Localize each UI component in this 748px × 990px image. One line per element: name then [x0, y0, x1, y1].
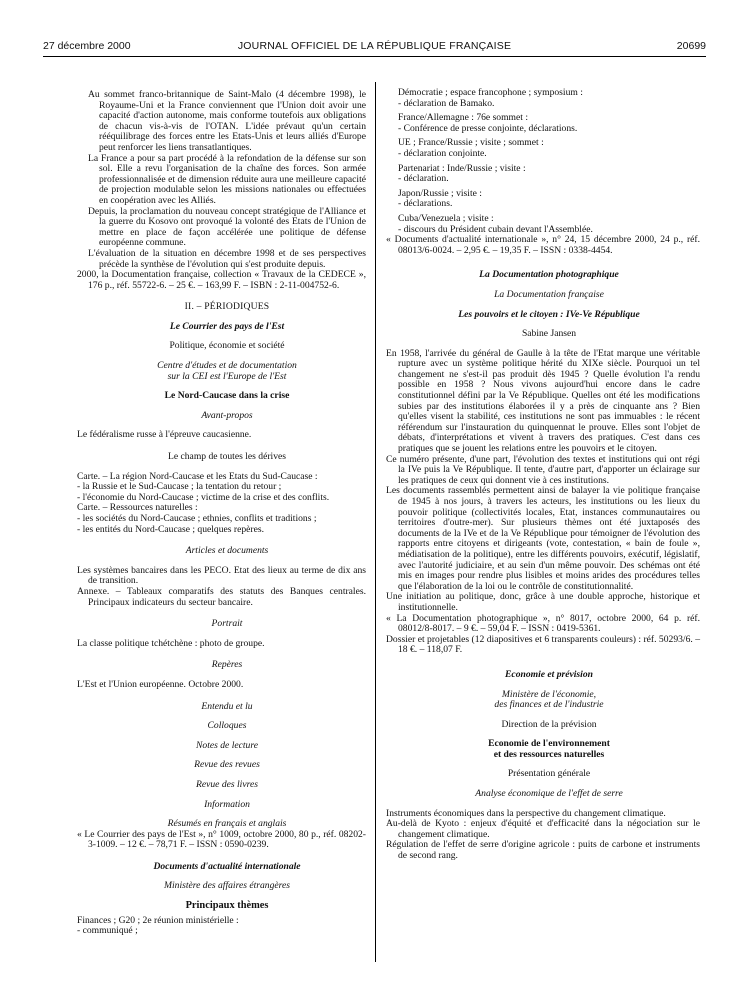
reference-2000: 2000, la Documentation française, collection « Travaux de la CEDECE », 176 p., réf. 55722-6. – 25 €. – 163,99 F. – ISBN : 2-11-004752-6.: [77, 269, 366, 291]
carte-1-item: - l'économie du Nord-Caucase ; victime de la crise et des conflits.: [77, 491, 330, 503]
eco-env-title-2: et des ressources naturelles: [493, 748, 605, 760]
section-periodiques: II. – PÉRIODIQUES: [184, 301, 270, 313]
paragraph-documents: Les documents rassemblés permettent ainsi de balayer la vie politique française de 1945 à nos jours, à travers les acteurs, les institutions ou les lieux du pouvoir politique (collectivités locales, Etat, instances communautaires ou territoires d'outre-mer). Sur plusieurs thèmes ont été juxtaposés des documents de la IVe et de la Ve République pour témoigner de l'évolution des rapports entre citoyens et dirigeants (vote, contestation, « bain de foule », médiatisation de la politique), entre les différents pouvoirs, exécutif, législatif, avec l'autorité judiciaire, et au sein d'un même pouvoir. Des schémas ont été mis en images pour rendre plus lisibles et moins arides des procédures telles que l'élaboration de la loi ou le contrôle de constitutionnalité.: [386, 485, 700, 592]
articles-heading: Articles et documents: [185, 545, 269, 557]
paragraph-saint-malo: Au sommet franco-britannique de Saint-Malo (4 décembre 1998), le Royaume-Uni et la France conviennent que l'Union doit avoir une capacité d'action autonome, mais conforme toutefois aux obligations de chacun vis-à-vis de l'OTAN. L'idée prévaut qu'un certain rééquilibrage des forces entre les Etats-Unis et leurs alliés d'Europe peut renforcer les liens transatlantiques.: [88, 89, 366, 153]
systemes-bancaires: Les systèmes bancaires dans les PECO. Etat des lieux au terme de dix ans de transition.: [77, 564, 366, 587]
cuba-venezuela-line: Cuba/Venezuela ; visite :: [398, 212, 494, 224]
rubrique: Entendu et lu: [201, 700, 253, 712]
finances-line: Finances ; G20 ; 2e réunion ministérielle :: [77, 914, 239, 926]
japon-russie-line: Japon/Russie ; visite :: [398, 187, 482, 199]
ue-france-russie-line: UE ; France/Russie ; visite ; sommet :: [398, 137, 544, 149]
principaux-themes: Principaux thèmes: [185, 900, 269, 912]
rubrique: Notes de lecture: [196, 739, 258, 751]
presentation-generale: Présentation générale: [507, 768, 591, 780]
pouvoirs-citoyen-title: Les pouvoirs et le citoyen : IVe-Ve République: [458, 308, 640, 320]
ministere-eco-line-1: Ministère de l'économie,: [501, 688, 597, 700]
carte-2-item: - les sociétés du Nord-Caucase ; ethnies, conflits et traditions ;: [77, 513, 317, 524]
democratie-line: Démocratie ; espace francophone ; symposium :: [398, 87, 583, 98]
declaration-line: - déclaration.: [398, 173, 449, 185]
eco-env-title-1: Economie de l'environnement: [488, 738, 610, 750]
dai-reference: « Documents d'actualité internationale », n° 24, 15 décembre 2000, 24 p., réf. 08013/6-0024. – 2,95 €. – 19,35 F. – ISSN : 0338-4454.: [386, 234, 700, 256]
doc-francaise-line: La Documentation française: [494, 288, 604, 300]
rubrique: Revue des livres: [196, 778, 258, 790]
partenariat-line: Partenariat : Inde/Russie ; visite :: [398, 162, 526, 174]
paragraph-refondation: La France a pour sa part procédé à la refondation de la défense sur son sol. Elle a revu l'organisation de la chaîne des forces. Son armée professionnalisée et de dimension réduite aura une meilleure capacité de projection modulable selon les missions nationales ou effectuées en coopération avec les Alliés.: [88, 152, 366, 206]
avant-propos-heading: Avant-propos: [201, 409, 253, 421]
direction-prevision: Direction de la prévision: [501, 718, 597, 730]
rubrique: Résumés en français et anglais: [167, 818, 287, 830]
analyse-heading: Analyse économique de l'effet de serre: [475, 788, 623, 800]
centre-line-1: Centre d'études et de documentation: [157, 360, 297, 372]
paragraph-initiation: Une initiation au politique, donc, grâce à une double approche, historique et institutionnelle.: [386, 591, 700, 613]
left-column: [77, 89, 366, 937]
carte-1-item: - la Russie et le Sud-Caucase ; la tentation du retour ;: [77, 481, 282, 493]
rubrique: Colloques: [207, 720, 247, 732]
champ-heading: Le champ de toutes les dérives: [167, 451, 286, 463]
right-column: [386, 87, 700, 862]
author-name: Sabine Jansen: [521, 328, 577, 340]
carte-2: Carte. – Ressources naturelles :: [77, 502, 198, 514]
kyoto-line: Au-delà de Kyoto : enjeux d'équité et d'efficacité dans la négociation sur le changement climatique.: [386, 818, 700, 840]
paragraph-1958: En 1958, l'arrivée du général de Gaulle à la tête de l'Etat marque une véritable rupture avec un système politique hérité du XIXe siècle. Pourquoi un tel changement ne s'est-il pas produit dès 1945 ? Quelle évolution l'a rendu possible en 1958 ? Nous vivons aujourd'hui encore dans le cadre constitutionnel défini par la Ve République. Quelles ont été les modifications subies par des institutions élaborées il y a près de cinquante ans ? Bien qu'elles visent la stabilité, ces institutions ne sont pas immuables : le récent référendum sur l'instauration du quinquennat le prouve. Elles sont l'objet de débats, d'interprétations et vivent à travers des pratiques. C'est dans ces pratiques que se jouent les relations entre les pouvoirs et le citoyen.: [386, 347, 700, 455]
reperes-heading: Repères: [211, 659, 243, 671]
eco-prevision-heading: Economie et prévision: [505, 668, 593, 680]
ministere-ae: Ministère des affaires étrangères: [163, 880, 291, 892]
courrier-title: Le Courrier des pays de l'Est: [169, 320, 285, 332]
dossier-reference: Dossier et projetables (12 diapositives et 6 transparents couleurs) : réf. 50293/6. – 18 €. – 118,07 F.: [386, 633, 700, 656]
rubrique: Revue des revues: [194, 759, 260, 771]
france-allemagne-line: France/Allemagne : 76e sommet :: [398, 112, 529, 124]
doc-actualite-heading: Documents d'actualité internationale: [153, 860, 301, 872]
carte-1: Carte. – La région Nord-Caucase et les Etats du Sud-Caucase :: [77, 470, 318, 482]
ministere-eco-line-2: des finances et de l'industrie: [494, 699, 604, 711]
nord-caucase-title: Le Nord-Caucase dans la crise: [164, 390, 290, 402]
page-number: 20699: [676, 40, 706, 52]
courrier-reference: « Le Courrier des pays de l'Est », n° 1009, octobre 2000, 80 p., réf. 08202-3-1009. – 12 €. – 78,71 F. – ISSN : 0590-0239.: [77, 828, 366, 851]
carte-2-item: - les entités du Nord-Caucase ; quelques repères.: [77, 523, 265, 535]
doc-photo-heading: La Documentation photographique: [479, 269, 619, 281]
paragraph-depuis: Depuis, la proclamation du nouveau concept stratégique de l'Alliance et la guerre du Kosovo ont provoqué la volonté des Etats de l'Union de mettre en place de façon accélérée une politique de défense européenne commune.: [88, 205, 366, 249]
courrier-subtitle: Politique, économie et société: [169, 340, 285, 352]
regulation-line: Régulation de l'effet de serre d'origine agricole : puits de carbone et instruments de second rang.: [386, 839, 700, 862]
doc-photo-reference: « La Documentation photographique », n° 8017, octobre 2000, 64 p. réf. 08012/8-8017. – 9 €. – 59,04 F. – ISSN : 0419-5361.: [386, 612, 700, 635]
discours-line: - discours du Président cubain devant l'Assemblée.: [398, 223, 593, 235]
paragraph-evaluation: L'évaluation de la situation en décembre 1998 et de ses perspectives précède la synthèse de l'évolution qui s'est produite depuis.: [88, 247, 366, 270]
header-rule: [43, 56, 706, 57]
est-union: L'Est et l'Union européenne. Octobre 2000.: [77, 678, 244, 690]
header-date: 27 décembre 2000: [43, 40, 131, 52]
rubrique: Information: [204, 798, 250, 810]
instruments-line: Instruments économiques dans la perspective du changement climatique.: [386, 807, 666, 819]
journal-title: JOURNAL OFFICIEL DE LA RÉPUBLIQUE FRANÇAISE: [237, 40, 512, 52]
portrait-heading: Portrait: [211, 618, 243, 630]
declarations-line: - déclarations.: [398, 198, 453, 210]
classe-politique: La classe politique tchétchène : photo de groupe.: [77, 637, 265, 649]
column-divider: [375, 82, 376, 962]
annexe: Annexe. – Tableaux comparatifs des statuts des Banques centrales. Principaux indicateurs du secteur bancaire.: [77, 585, 366, 608]
declaration-conjointe-line: - déclaration conjointe.: [398, 147, 487, 159]
page-header: [43, 40, 706, 56]
communique-line: - communiqué ;: [77, 925, 138, 937]
bamako-line: - déclaration de Bamako.: [398, 97, 495, 109]
conference-line: - Conférence de presse conjointe, déclarations.: [398, 122, 578, 134]
centre-line-2: sur la CEI est l'Europe de l'Est: [167, 370, 287, 382]
paragraph-numero: Ce numéro présente, d'une part, l'évolution des textes et institutions qui ont régi la IVe puis la Ve République. Il tente, d'autre part, d'apporter un éclairage sur les pratiques de ceux qui donnent vie à ces institutions.: [386, 453, 700, 486]
federalisme-line: Le fédéralisme russe à l'épreuve caucasienne.: [77, 429, 252, 441]
